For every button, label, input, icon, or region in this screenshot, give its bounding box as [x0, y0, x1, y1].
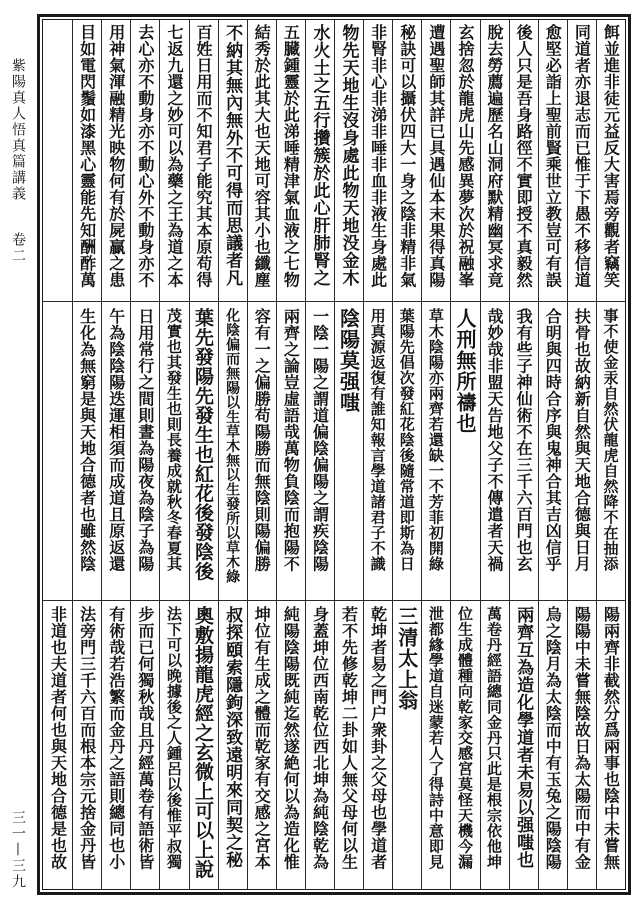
text-column: 事不使金汞自然伏龍虎自然降不在抽添	[601, 308, 620, 572]
text-column: 純陽陰陽既純迄然遂絶何以為造化惟	[281, 606, 301, 870]
text-column: 叔探頤索隱鉤深致遠明來同契之秘	[222, 606, 243, 869]
text-column: 奧敷揚龍虎經之玄微上可以上說	[192, 606, 215, 879]
text-column: 烏之陰月為太陰而中有玉兔之陽陰陽	[543, 606, 563, 870]
text-column: 坤位有生成之體而乾家有交感之宮本	[252, 606, 272, 870]
text-column: 結秀於此其大也天地可容其小也纖塵	[252, 24, 272, 288]
text-column: 後人只是吾身路徑不實即授不真毅然	[514, 24, 534, 288]
text-column: 餌並進非徒元益反大害焉旁觀者竊笑	[601, 24, 621, 288]
text-column: 三清太上翁	[394, 606, 419, 711]
text-column: 萬卷丹經語總同金丹只此是根宗依他坤	[485, 606, 504, 870]
text-column: 水火土之五行攢簇於此心肝肺腎之	[309, 24, 330, 287]
text-column: 法下可以晚據後之人鍾呂以後惟平叔獨	[164, 606, 183, 870]
text-column: 我有些子神仙術不在三千六百門也玄	[514, 308, 534, 572]
text-column: 非道也夫道者何也與天地合德是也故	[48, 606, 68, 870]
text-column: 位生成體種向乾家交感宮莫怪天機今漏	[455, 606, 474, 870]
column-rule	[392, 20, 393, 889]
text-column: 步而已何獨秋哉且丹經萬卷有語術皆	[135, 606, 155, 870]
text-column: 生化為無窮是與天地合德者也雖然陰	[77, 308, 97, 572]
text-column: 五臓鍾靈於此涕唾精津氣血液之七物	[281, 24, 301, 288]
page-number: 三一—三九	[10, 810, 26, 890]
text-column: 百姓日用而不知君子能究其本原苟得	[194, 24, 214, 288]
text-column: 陽兩齊非截然分爲兩事也陰中未嘗無	[601, 606, 621, 870]
text-column: 茂實也其發生也則長養成就秋冬春夏其	[164, 308, 183, 572]
text-column: 法旁門三千六百而根本宗元捨金丹皆	[77, 606, 97, 870]
column-rule	[101, 20, 102, 889]
text-column: 乾坤者易之門户衆卦之父母也學道者	[368, 606, 388, 870]
text-column: 泄都緣學道自迷蒙若人了得詩中意即見	[426, 606, 445, 870]
column-rule	[72, 20, 73, 889]
text-column: 午為陰陰陽迭運相須而成道且原返還	[106, 308, 126, 572]
text-column: 兩齊互為造化學道者未易以强嗤也	[513, 606, 534, 869]
text-column: 合明與四時合序與鬼神合其吉凶信乎	[543, 308, 563, 572]
column-rule	[450, 20, 451, 889]
text-column: 不納其無內無外不可得而思議者凡	[222, 24, 243, 287]
text-column: 物先天地生沒身處此物天地没金木	[338, 24, 359, 287]
text-column: 兩齊之論豈虛語哉萬物負陰而抱陽不	[281, 308, 301, 572]
text-column: 愈堅必詣上聖前賢乘世立教豈可有誤	[543, 24, 563, 288]
column-rule	[596, 20, 597, 889]
text-column: 若不先修乾坤二卦如人無父母何以生	[339, 606, 359, 870]
column-rule	[334, 20, 335, 889]
text-column: 化陰偏而無陽以生草木無以生發所以草木綠	[224, 308, 241, 584]
text-column: 陰陽莫强嗤	[336, 308, 361, 413]
text-column: 脫去勞薦遍歷名山洞府默精幽冥求竟	[485, 24, 505, 288]
text-column: 容有一之偏勝苟陽勝而無陰則陽偏勝	[252, 308, 272, 572]
column-rule	[363, 20, 364, 889]
column-rule	[509, 20, 510, 889]
text-column: 秘訣可以攝伏四大一身之陰非精非氣	[397, 24, 417, 288]
column-rule	[480, 20, 481, 889]
column-rule	[159, 20, 160, 889]
text-column: 葉陽先倡次發紅花陰後隨常道即斯為日	[397, 308, 416, 572]
text-column: 扶骨也故納新自然與天地合德與日月	[572, 308, 592, 572]
column-rule	[189, 20, 190, 889]
column-rule	[421, 20, 422, 889]
text-column: 去心亦不動身亦不動心外不動身亦不	[135, 24, 155, 288]
column-rule	[276, 20, 277, 889]
text-column: 陽陽中未嘗無陰故日為太陽而中有金	[572, 606, 592, 870]
column-rule	[218, 20, 219, 889]
column-rule	[130, 20, 131, 889]
text-column: 哉妙哉非盟天告地父子不傳遣者天禍	[485, 308, 505, 572]
text-column: 日用常行之間則晝為陽夜為陰子為陽	[135, 308, 155, 572]
text-column: 葉先發陽先發生也紅花後發陰後	[192, 308, 215, 581]
book-title: 紫陽真人悟真篇講義	[10, 58, 26, 202]
text-column: 遭遇聖師其詳已具遇仙本末果得真陽	[426, 24, 446, 288]
column-rule	[538, 20, 539, 889]
column-rule	[305, 20, 306, 889]
text-column: 一陰一陽之謂道偏陰偏陽之謂疾陰陽	[310, 308, 330, 572]
text-column: 用真源返復有誰知報言學道諸君子不識	[368, 308, 387, 572]
text-column: 用神氣渾融精光映物何有於屍贏之患	[106, 24, 126, 288]
text-column: 草木陰陽亦兩齊若還缺一不芳菲初開綠	[426, 308, 445, 572]
text-column: 身蓋坤位西南乾位西北坤為純陰乾為	[310, 606, 330, 870]
column-rule	[567, 20, 568, 889]
column-rule	[247, 20, 248, 889]
text-column: 有術哉若浩繁而金丹之語則總同也小	[106, 606, 126, 870]
text-column: 非腎非心非涕非唾非血非液生身處此	[368, 24, 388, 288]
text-column: 人刑無所禱也	[452, 308, 477, 434]
text-column: 七返九還之妙可以為藥之王為道之本	[164, 24, 184, 288]
text-column: 同道者亦退志而已惟于下愚不移信道	[572, 24, 592, 288]
text-column: 玄捨忽於龍虎山先感異夢次於祝融峯	[455, 24, 475, 288]
text-column: 目如電閃鬚如漆黑心靈能先知酬酢萬	[77, 24, 97, 288]
volume-label: 卷二	[10, 232, 26, 264]
